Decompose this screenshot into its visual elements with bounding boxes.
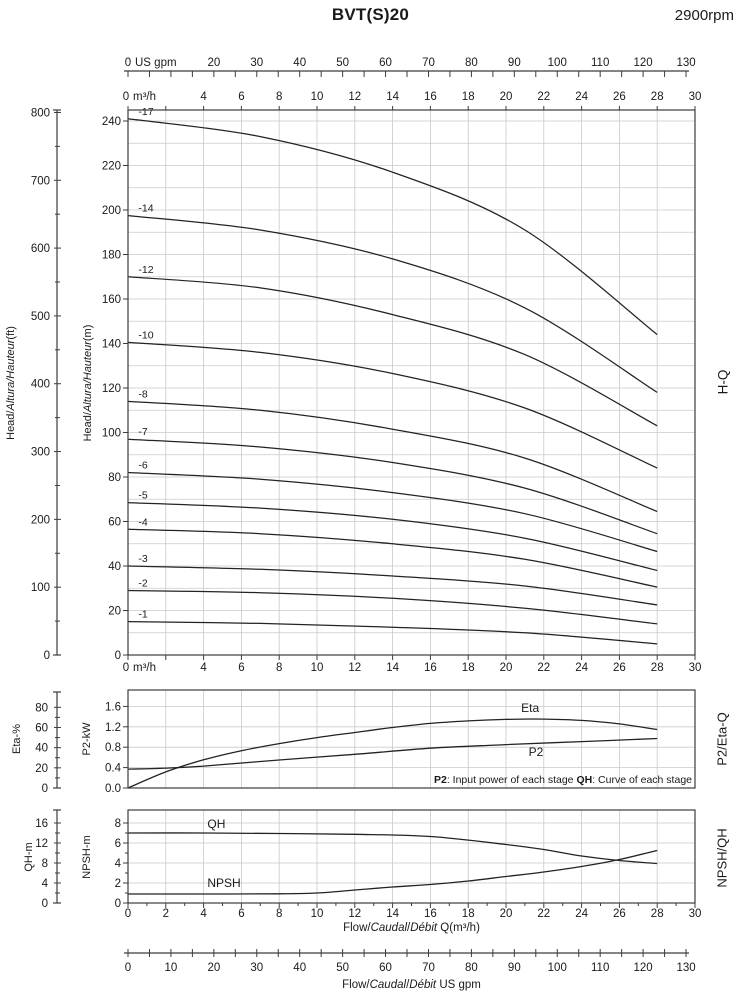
head-ft-label: 400: [30, 378, 50, 391]
gpm-top-zero: 0: [124, 57, 132, 69]
gpm-top-label: 70: [422, 57, 435, 69]
m3h-top-label: 4: [200, 91, 207, 103]
head-ft-label: 500: [30, 310, 50, 323]
m3h-top-label: 14: [386, 91, 399, 103]
gpm-bottom-label: 110: [591, 962, 610, 974]
annotation: P2: Input power of each stage QH: Curve of each stage: [434, 774, 692, 786]
m3h-bottom-label: 30: [688, 662, 702, 674]
m3h-top-label: 6: [238, 91, 245, 103]
gpm-bottom-label: 20: [207, 962, 221, 974]
m3h-bottom-label: 28: [650, 662, 664, 674]
gpm-bottom-label: 10: [164, 962, 178, 974]
side-label-npshqh: NPSH/QH: [714, 828, 730, 888]
m3h-top-zero: 0: [122, 91, 130, 103]
head-m-label: 100: [101, 427, 121, 440]
qh-tick-label: 8: [41, 858, 48, 870]
curve-label-eta: Eta: [521, 701, 540, 715]
eta-tick-label: 0: [41, 783, 48, 795]
stage-label: -17: [138, 105, 154, 118]
m3h-top-label: 22: [537, 91, 551, 103]
gpm-bottom-label: 0: [124, 962, 132, 974]
m3h-top-label: 20: [499, 91, 513, 103]
gpm-top-label: 110: [591, 57, 610, 69]
q-bottom-label: 14: [386, 908, 399, 920]
m3h-bottom-zero: 0: [122, 662, 130, 674]
m3h-bottom-label: 22: [537, 662, 551, 674]
head-m-label: 60: [108, 516, 121, 529]
gpm-bottom-label: 60: [379, 962, 392, 974]
head-ft-label: 600: [30, 243, 50, 256]
m3h-bottom-label: 18: [461, 662, 475, 674]
eta-tick-label: 40: [35, 742, 48, 755]
stage-label: -6: [138, 459, 148, 472]
q-bottom-label: 0: [124, 908, 132, 920]
m3h-bottom-label: 12: [348, 662, 362, 674]
m3h-bottom-label: 16: [424, 662, 437, 674]
q-bottom-label: 12: [348, 908, 362, 920]
page-title: BVT(S)20: [331, 5, 410, 24]
p2-tick-label: 0.4: [105, 762, 121, 775]
gpm-bottom-label: 50: [336, 962, 350, 974]
qh-tick-label: 16: [35, 818, 48, 830]
eta-tick-label: 20: [35, 762, 48, 775]
hq-plot-frame: [128, 110, 695, 655]
stage-label: -5: [138, 489, 148, 502]
npsh-tick-label: 0: [114, 898, 121, 910]
m3h-top-label: 12: [348, 91, 362, 103]
gpm-bottom-label: 90: [507, 962, 521, 974]
head-m-label: 240: [101, 116, 121, 128]
gpm-bottom-label: 130: [676, 962, 696, 974]
gpm-top-label: 60: [379, 57, 392, 69]
head-m-label: 200: [101, 205, 121, 217]
q-bottom-label: 30: [688, 908, 702, 920]
m3h-bottom-label: 8: [275, 662, 283, 674]
stage-label: -10: [138, 329, 154, 342]
m3h-top-label: 24: [575, 91, 588, 103]
m3h-bottom-label: 10: [310, 662, 324, 674]
npsh-tick-label: 2: [114, 878, 121, 890]
m3h-top-label: 16: [424, 91, 437, 103]
head-ft-label: 800: [30, 107, 50, 120]
head-ft-label: 700: [30, 175, 50, 188]
head-m-axis-title: Head/Altura/Hauteur(m): [82, 324, 94, 442]
m3h-top-label: 8: [275, 91, 283, 103]
head-m-label: 120: [101, 383, 121, 395]
gpm-top-unit: US gpm: [135, 57, 177, 69]
gpm-bottom-label: 40: [293, 962, 307, 974]
gpm-top-label: 50: [336, 57, 350, 69]
gpm-top-label: 80: [465, 57, 478, 69]
p2-tick-label: 1.6: [105, 701, 121, 714]
npsh-tick-label: 4: [114, 858, 121, 870]
m3h-bottom-label: 26: [613, 662, 626, 674]
head-ft-label: 100: [30, 582, 50, 595]
flow-caption-m3h: Flow/Caudal/Débit Q(m³/h): [343, 922, 480, 934]
gpm-bottom-label: 70: [422, 962, 435, 974]
q-bottom-label: 6: [238, 908, 245, 920]
m3h-top-label: 28: [650, 91, 664, 103]
rpm-label: 2900rpm: [674, 7, 734, 24]
q-bottom-label: 22: [537, 908, 551, 920]
stage-label: -8: [138, 388, 148, 401]
npsh-tick-label: 6: [114, 838, 121, 850]
m3h-top-label: 18: [461, 91, 475, 103]
q-bottom-label: 26: [613, 908, 626, 920]
gpm-top-label: 100: [547, 57, 567, 69]
qh-tick-label: 12: [35, 838, 48, 850]
m3h-bottom-label: 14: [386, 662, 399, 674]
curve-label-npsh: NPSH: [207, 876, 241, 890]
head-m-label: 20: [108, 605, 121, 618]
side-label-p2eta: P2/Eta-Q: [714, 712, 730, 766]
gpm-bottom-label: 120: [633, 962, 653, 974]
stage-label: -4: [138, 516, 148, 529]
q-bottom-label: 4: [200, 908, 207, 920]
gpm-top-label: 40: [293, 57, 307, 69]
head-ft-axis-title: Head/Altura/Hauteur(ft): [5, 326, 17, 440]
p2-tick-label: 1.2: [105, 721, 121, 734]
q-bottom-label: 16: [424, 908, 437, 920]
eta-tick-label: 80: [35, 702, 48, 715]
head-ft-label: 200: [30, 514, 50, 527]
m3h-bottom-label: 20: [499, 662, 513, 674]
m3h-top-unit: m³/h: [133, 91, 156, 103]
m3h-top-label: 30: [688, 91, 702, 103]
q-bottom-label: 10: [310, 908, 324, 920]
head-m-label: 0: [114, 650, 121, 662]
stage-label: -14: [138, 202, 154, 215]
p2-axis-title: P2-kW: [81, 722, 93, 756]
qh-tick-label: 0: [41, 898, 48, 910]
gpm-top-label: 130: [676, 57, 696, 69]
gpm-top-label: 20: [207, 57, 221, 69]
stage-label: -3: [138, 553, 148, 565]
q-bottom-label: 2: [162, 908, 170, 920]
curve-label-qh: QH: [207, 817, 226, 831]
eta-axis-title: Eta-%: [11, 724, 23, 754]
stage-label: -12: [138, 263, 154, 276]
qh-tick-label: 4: [41, 878, 48, 890]
stage-label: -1: [138, 608, 148, 621]
m3h-bottom-label: 6: [238, 662, 245, 674]
q-bottom-label: 8: [275, 908, 283, 920]
p2-tick-label: 0.8: [105, 742, 121, 755]
head-m-label: 140: [101, 338, 121, 351]
m3h-bottom-label: 4: [200, 662, 207, 674]
flow-caption-gpm: Flow/Caudal/Débit US gpm: [342, 979, 481, 991]
side-label-hq: H-Q: [715, 369, 731, 395]
q-bottom-label: 18: [461, 908, 475, 920]
gpm-bottom-label: 80: [465, 962, 478, 974]
qh-axis-title: QH-m: [23, 842, 35, 872]
stage-label: -2: [138, 577, 148, 590]
gpm-bottom-label: 30: [250, 962, 264, 974]
m3h-top-label: 10: [310, 91, 324, 103]
q-bottom-label: 28: [650, 908, 664, 920]
eta-tick-label: 60: [35, 722, 48, 735]
head-ft-label: 0: [43, 650, 50, 662]
npsh-axis-title: NPSH-m: [81, 835, 93, 879]
gpm-top-label: 120: [633, 57, 653, 69]
m3h-top-label: 26: [613, 91, 626, 103]
m3h-bottom-label: 24: [575, 662, 588, 674]
head-m-label: 40: [108, 561, 121, 573]
stage-label: -7: [138, 426, 148, 439]
head-m-label: 80: [108, 472, 121, 484]
head-ft-label: 300: [30, 446, 50, 459]
p2-tick-label: 0.0: [105, 783, 121, 795]
head-m-label: 180: [101, 249, 121, 262]
q-bottom-label: 24: [575, 908, 588, 920]
m3h-bottom-unit: m³/h: [133, 662, 156, 674]
curve-label-p2: P2: [528, 745, 544, 759]
head-m-label: 220: [101, 160, 121, 173]
gpm-top-label: 90: [507, 57, 521, 69]
npsh-tick-label: 8: [114, 818, 121, 830]
head-m-label: 160: [101, 294, 121, 306]
q-bottom-label: 20: [499, 908, 513, 920]
gpm-bottom-label: 100: [547, 962, 567, 974]
gpm-top-label: 30: [250, 57, 264, 69]
